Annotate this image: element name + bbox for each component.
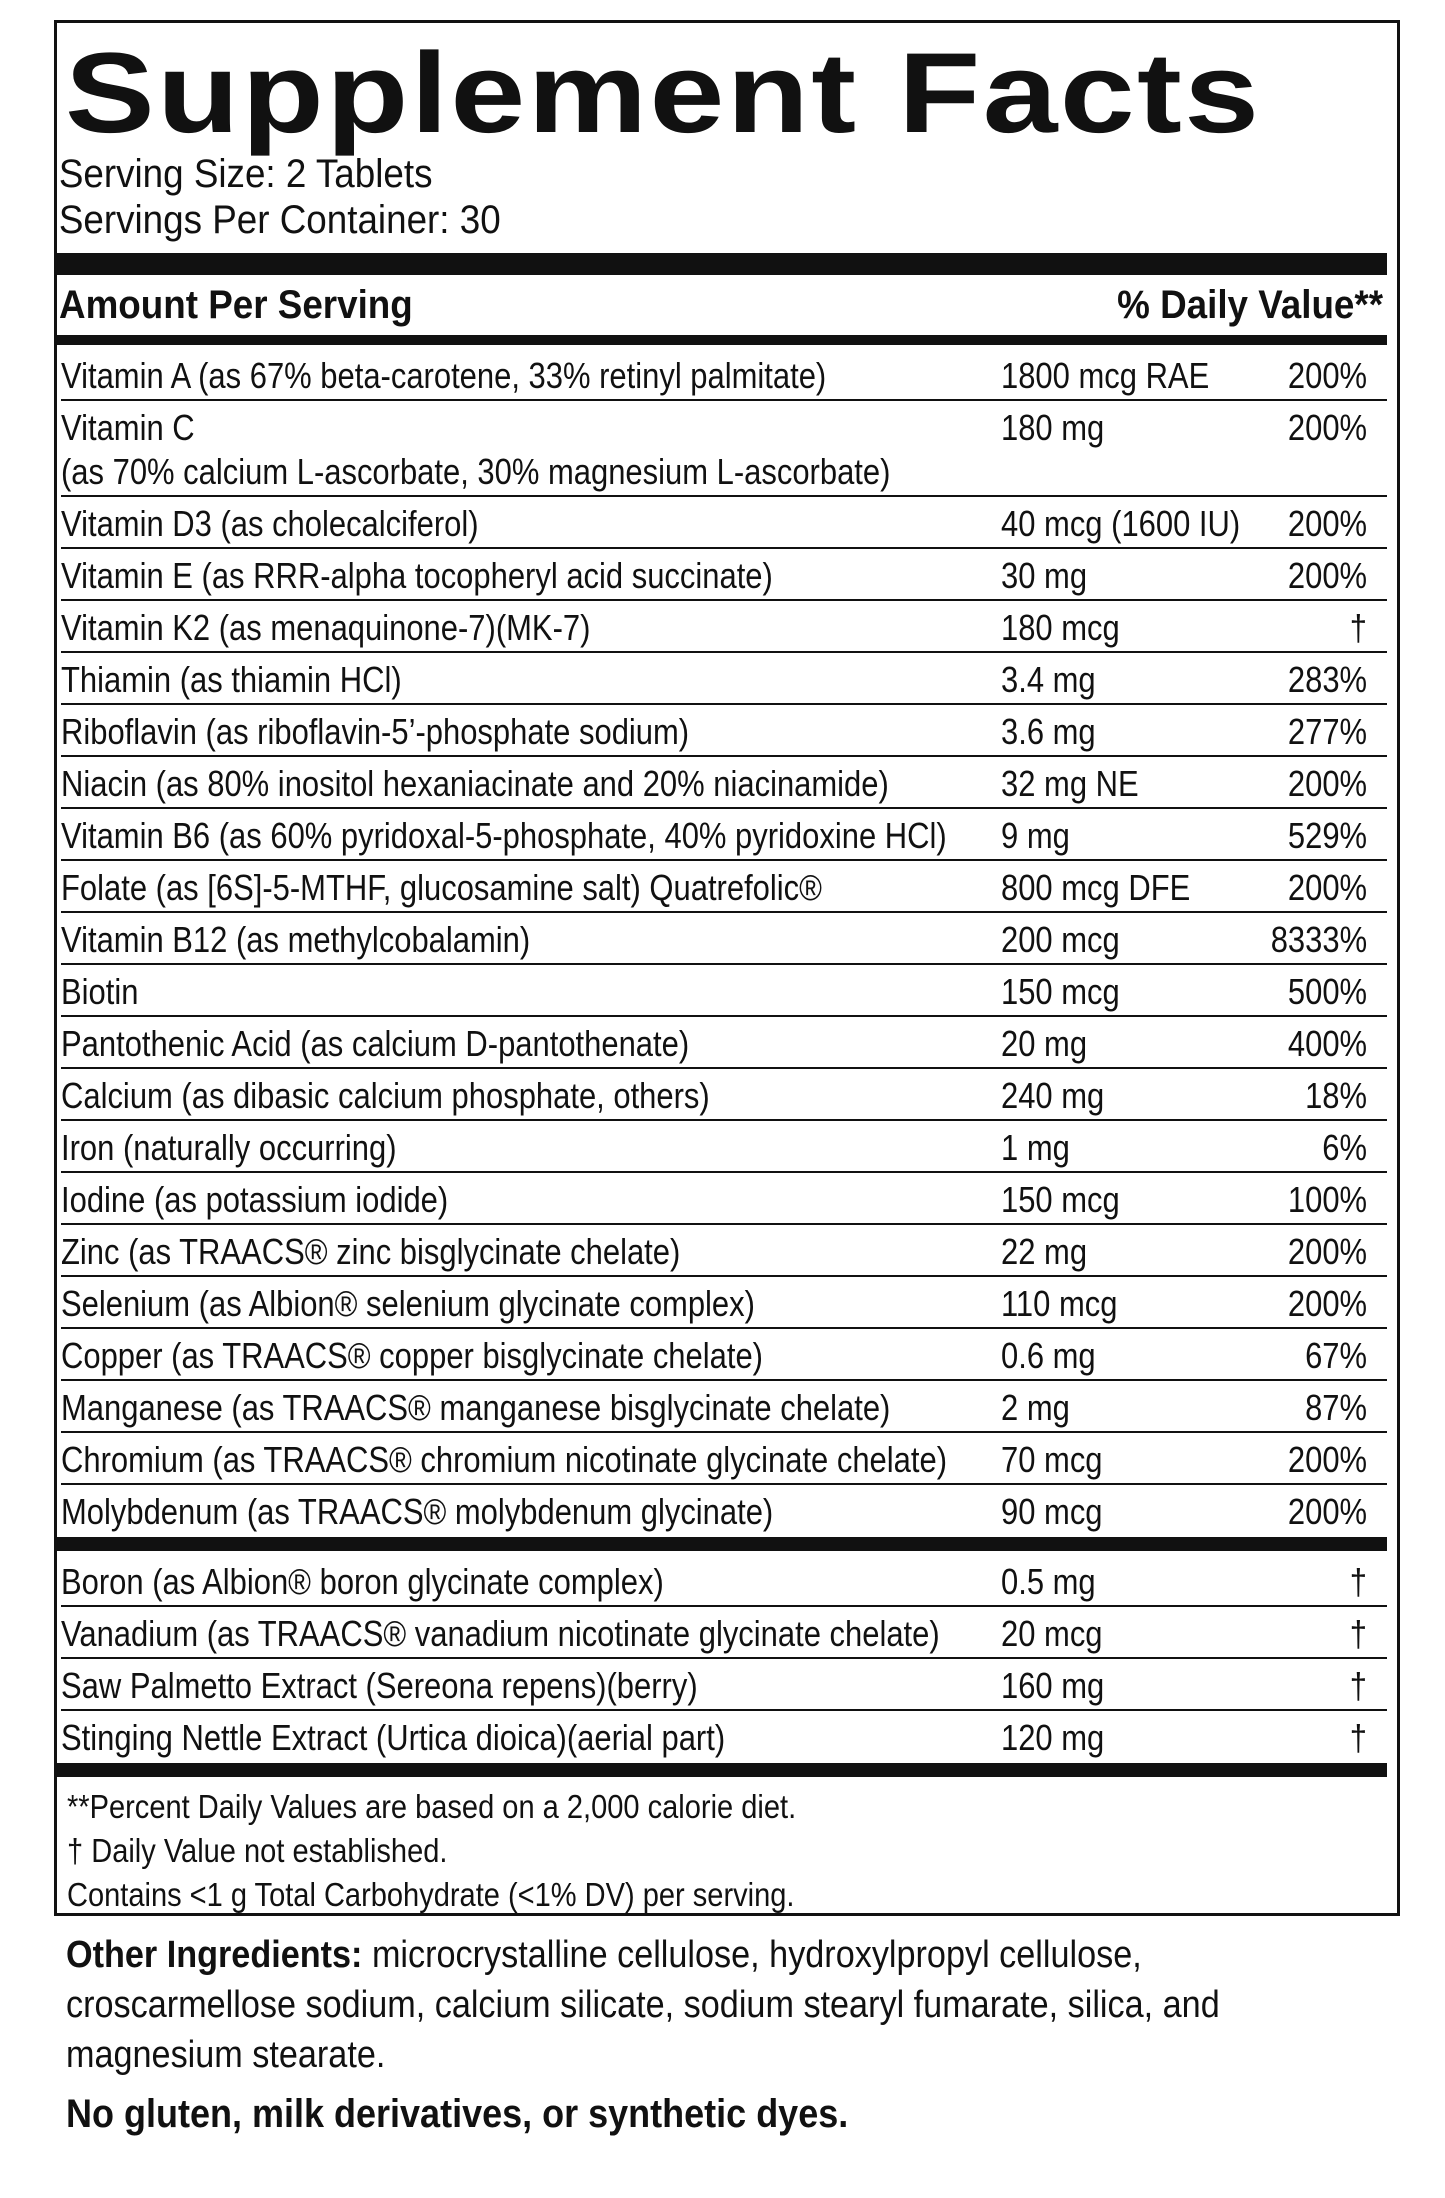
nutrient-name: Iodine (as potassium iodide) (61, 1179, 449, 1220)
other-ingredients (66, 1930, 1396, 2080)
nutrient-row (61, 1555, 1387, 1607)
other-ingredients-line: croscarmellose sodium, calcium silicate, sodium stearyl fumarate, silica, and (66, 1984, 1220, 2026)
other-ingredients-text: microcrystalline cellulose, hydroxylpropyl cellulose, (371, 1934, 1142, 1976)
divider-thick (57, 1763, 1387, 1777)
nutrient-daily-value: 200% (1287, 867, 1367, 908)
other-ingredients-label: Other Ingredients: (66, 1934, 363, 1976)
nutrient-amount: 0.5 mg (1001, 1561, 1096, 1602)
nutrient-row (61, 1433, 1387, 1485)
footnote-not-established: † Daily Value not established. (67, 1832, 448, 1869)
nutrient-row (61, 1381, 1387, 1433)
nutrient-row (61, 653, 1387, 705)
nutrient-row (61, 861, 1387, 913)
nutrient-row (61, 497, 1387, 549)
nutrient-amount: 160 mg (1001, 1665, 1105, 1706)
nutrient-amount: 20 mg (1001, 1023, 1088, 1064)
nutrient-row (61, 809, 1387, 861)
nutrient-name: Vitamin B6 (as 60% pyridoxal-5-phosphate, 40% pyridoxine HCl) (61, 815, 947, 856)
nutrient-name: Folate (as [6S]-5-MTHF, glucosamine salt) Quatrefolic® (61, 867, 822, 908)
nutrient-name: Saw Palmetto Extract (Sereona repens)(berry) (61, 1665, 698, 1706)
supplement-facts-panel (54, 20, 1400, 1916)
nutrient-row (61, 1017, 1387, 1069)
nutrient-daily-value: 100% (1287, 1179, 1367, 1220)
nutrient-row (61, 1173, 1387, 1225)
nutrient-amount: 40 mcg (1600 IU) (1001, 503, 1241, 544)
footnotes (57, 1777, 1387, 1917)
nutrient-name: Vitamin C (61, 407, 195, 448)
nutrient-amount: 150 mcg (1001, 971, 1120, 1012)
nutrient-daily-value: 200% (1287, 1491, 1367, 1532)
panel-title: Supplement Facts (65, 30, 1262, 157)
nutrient-row (61, 401, 1387, 497)
nutrient-amount: 2 mg (1001, 1387, 1070, 1428)
divider-medium (57, 335, 1387, 345)
nutrient-name: Zinc (as TRAACS® zinc bisglycinate chelate) (61, 1231, 681, 1272)
nutrient-daily-value: 6% (1322, 1127, 1367, 1168)
amount-per-serving-label: Amount Per Serving (59, 282, 413, 327)
nutrient-daily-value: † (1349, 607, 1367, 648)
nutrient-amount: 1800 mcg RAE (1001, 355, 1210, 396)
nutrient-amount: 180 mcg (1001, 607, 1120, 648)
nutrient-source: (as 70% calcium L-ascorbate, 30% magnesium L-ascorbate) (61, 451, 891, 492)
nutrient-name: Copper (as TRAACS® copper bisglycinate chelate) (61, 1335, 763, 1376)
nutrient-row (61, 1711, 1387, 1761)
nutrient-daily-value: 87% (1305, 1387, 1367, 1428)
column-header (57, 275, 1387, 335)
nutrient-name: Vitamin B12 (as methylcobalamin) (61, 919, 531, 960)
nutrient-row (61, 705, 1387, 757)
nutrient-row (61, 1485, 1387, 1535)
nutrient-daily-value: 283% (1287, 659, 1367, 700)
nutrient-name: Pantothenic Acid (as calcium D-pantothenate) (61, 1023, 690, 1064)
nutrient-name: Boron (as Albion® boron glycinate complex) (61, 1561, 664, 1602)
nutrient-row (61, 913, 1387, 965)
nutrient-name: Thiamin (as thiamin HCl) (61, 659, 402, 700)
nutrient-name: Vitamin D3 (as cholecalciferol) (61, 503, 479, 544)
nutrient-daily-value: 8333% (1270, 919, 1367, 960)
nutrient-row (61, 349, 1387, 401)
nutrient-amount: 1 mg (1001, 1127, 1070, 1168)
nutrient-daily-value: 277% (1287, 711, 1367, 752)
nutrient-amount: 70 mcg (1001, 1439, 1103, 1480)
nutrient-row (61, 1121, 1387, 1173)
nutrient-name: Calcium (as dibasic calcium phosphate, others) (61, 1075, 710, 1116)
nutrient-name: Biotin (61, 971, 139, 1012)
nutrient-row (61, 1069, 1387, 1121)
nutrient-row (61, 601, 1387, 653)
nutrient-name: Niacin (as 80% inositol hexaniacinate and 20% niacinamide) (61, 763, 889, 804)
footnote-daily-value: **Percent Daily Values are based on a 2,000 calorie diet. (67, 1788, 797, 1825)
nutrient-row (61, 1277, 1387, 1329)
nutrient-daily-value: 200% (1287, 763, 1367, 804)
nutrient-amount: 150 mcg (1001, 1179, 1120, 1220)
nutrient-name: Selenium (as Albion® selenium glycinate complex) (61, 1283, 755, 1324)
nutrient-row (61, 1329, 1387, 1381)
nutrient-amount: 9 mg (1001, 815, 1070, 856)
nutrient-amount: 90 mcg (1001, 1491, 1103, 1532)
nutrient-daily-value: 18% (1305, 1075, 1367, 1116)
nutrient-daily-value: 200% (1287, 503, 1367, 544)
nutrient-name: Riboflavin (as riboflavin-5’-phosphate sodium) (61, 711, 690, 752)
nutrient-amount: 0.6 mg (1001, 1335, 1096, 1376)
nutrient-daily-value: 400% (1287, 1023, 1367, 1064)
nutrient-name: Molybdenum (as TRAACS® molybdenum glycinate) (61, 1491, 774, 1532)
nutrient-row (61, 1659, 1387, 1711)
nutrient-name: Vitamin A (as 67% beta-carotene, 33% retinyl palmitate) (61, 355, 827, 396)
other-ingredients-line: magnesium stearate. (66, 2034, 386, 2076)
nutrient-amount: 180 mg (1001, 407, 1105, 448)
nutrient-daily-value: 200% (1287, 1231, 1367, 1272)
footnote-carbohydrate: Contains <1 g Total Carbohydrate (<1% DV) per serving. (67, 1876, 795, 1913)
divider-thick (57, 253, 1387, 275)
nutrient-name: Manganese (as TRAACS® manganese bisglycinate chelate) (61, 1387, 891, 1428)
nutrient-daily-value: 500% (1287, 971, 1367, 1012)
nutrient-row (61, 757, 1387, 809)
nutrient-row (61, 1607, 1387, 1659)
other-ingredient-list (57, 1551, 1387, 1761)
nutrient-daily-value: 200% (1287, 355, 1367, 396)
nutrient-name: Vitamin K2 (as menaquinone-7)(MK-7) (61, 607, 591, 648)
nutrient-daily-value: † (1349, 1665, 1367, 1706)
nutrient-amount: 20 mcg (1001, 1613, 1103, 1654)
nutrient-amount: 32 mg NE (1001, 763, 1139, 804)
servings-per-container: Servings Per Container: 30 (58, 198, 501, 242)
nutrient-list (57, 345, 1387, 1535)
other-ingredients-line (66, 1930, 1263, 1980)
nutrient-daily-value: 200% (1287, 1283, 1367, 1324)
nutrient-amount: 30 mg (1001, 555, 1088, 596)
serving-size: Serving Size: 2 Tablets (58, 152, 433, 196)
free-from-statement: No gluten, milk derivatives, or synthetic dyes. (66, 2092, 849, 2136)
nutrient-name: Chromium (as TRAACS® chromium nicotinate glycinate chelate) (61, 1439, 948, 1480)
nutrient-name: Vanadium (as TRAACS® vanadium nicotinate glycinate chelate) (61, 1613, 940, 1654)
nutrient-daily-value: † (1349, 1717, 1367, 1758)
nutrient-daily-value: 200% (1287, 555, 1367, 596)
nutrient-amount: 110 mcg (1001, 1283, 1118, 1324)
nutrient-daily-value: 200% (1287, 1439, 1367, 1480)
nutrient-daily-value: † (1349, 1561, 1367, 1602)
nutrient-daily-value: 529% (1287, 815, 1367, 856)
nutrient-name: Vitamin E (as RRR-alpha tocopheryl acid succinate) (61, 555, 773, 596)
nutrient-name: Iron (naturally occurring) (61, 1127, 397, 1168)
nutrient-daily-value: 200% (1287, 407, 1367, 448)
nutrient-daily-value: 67% (1305, 1335, 1367, 1376)
nutrient-amount: 3.4 mg (1001, 659, 1096, 700)
nutrient-amount: 120 mg (1001, 1717, 1105, 1758)
daily-value-label: % Daily Value** (1117, 282, 1383, 327)
nutrient-row (61, 1225, 1387, 1277)
nutrient-amount: 22 mg (1001, 1231, 1088, 1272)
nutrient-amount: 200 mcg (1001, 919, 1120, 960)
nutrient-row (61, 965, 1387, 1017)
nutrient-amount: 3.6 mg (1001, 711, 1096, 752)
nutrient-daily-value: † (1349, 1613, 1367, 1654)
divider-thick (57, 1537, 1387, 1551)
nutrient-amount: 800 mcg DFE (1001, 867, 1191, 908)
nutrient-amount: 240 mg (1001, 1075, 1105, 1116)
nutrient-name: Stinging Nettle Extract (Urtica dioica)(aerial part) (61, 1717, 726, 1758)
nutrient-row (61, 549, 1387, 601)
